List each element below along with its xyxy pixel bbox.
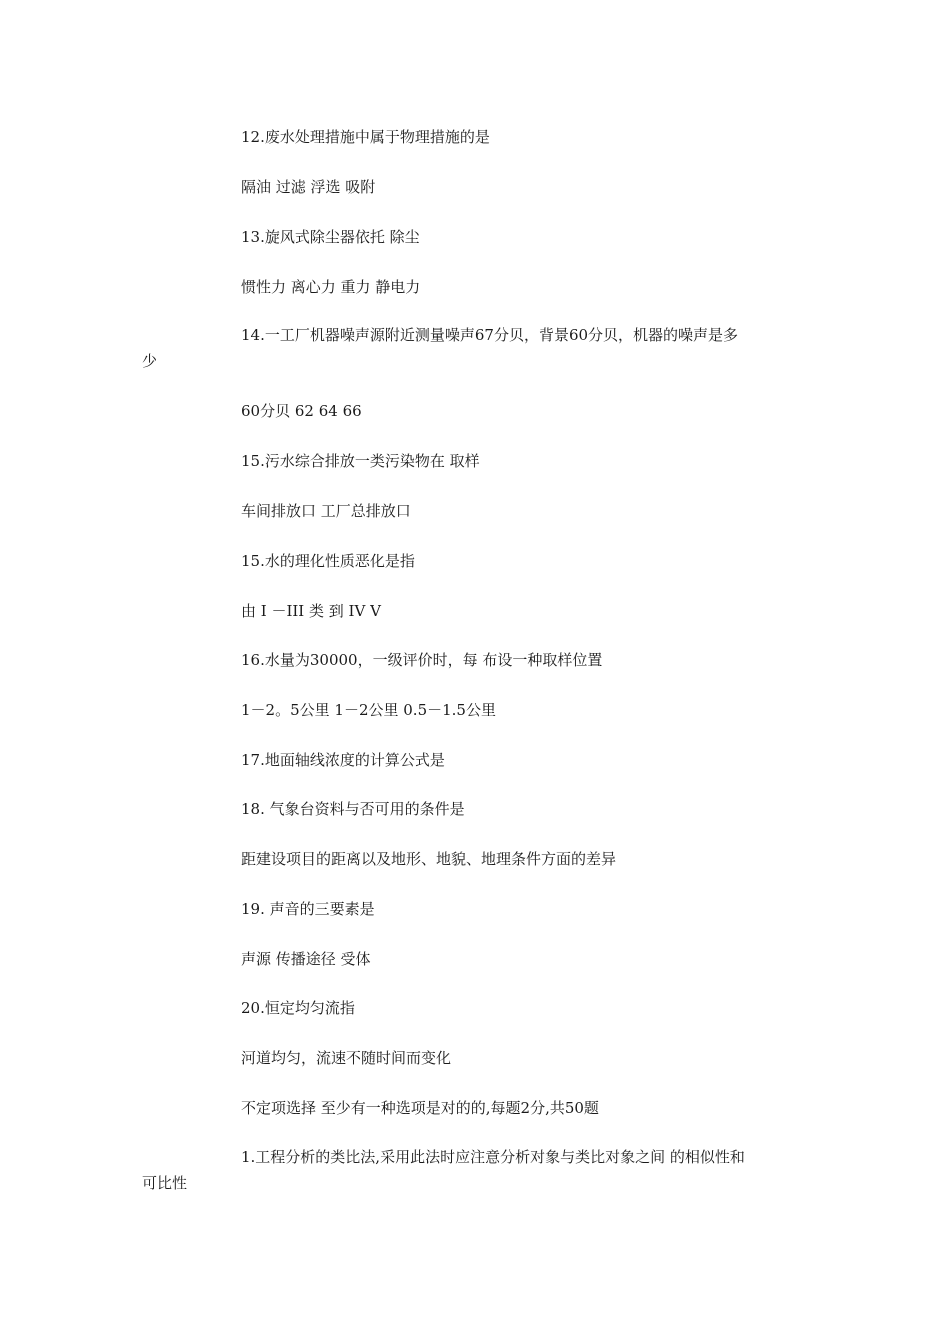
answer-16: 1－2。5公里 1－2公里 0.5－1.5公里 xyxy=(241,701,496,719)
question-14 xyxy=(142,324,822,372)
question-16: 16.水量为30000，一级评价时，每 布设一种取样位置 xyxy=(241,651,603,669)
question-15b: 15.水的理化性质恶化是指 xyxy=(241,552,415,570)
question-14-line-1: 14.一工厂机器噪声源附近测量噪声67分贝，背景60分贝，机器的噪声是多 xyxy=(241,326,739,344)
section-heading-multiple-choice: 不定项选择 至少有一种选项是对的的,每题2分,共50题 xyxy=(241,1099,599,1117)
question-15a: 15.污水综合排放一类污染物在 取样 xyxy=(241,452,480,470)
multi-question-1 xyxy=(142,1146,822,1194)
answer-19: 声源 传播途径 受体 xyxy=(241,950,371,968)
question-14-line-2: 少 xyxy=(142,352,158,370)
answer-18: 距建设项目的距离以及地形、地貌、地理条件方面的差异 xyxy=(241,850,617,868)
question-19: 19. 声音的三要素是 xyxy=(241,900,375,918)
answer-15b: 由 I －III 类 到 IV V xyxy=(241,602,381,620)
answer-12: 隔油 过滤 浮选 吸附 xyxy=(241,178,376,196)
multi-question-1-line-2: 可比性 xyxy=(142,1174,188,1192)
multi-question-1-line-1: 1.工程分析的类比法,采用此法时应注意分析对象与类比对象之间 的相似性和 xyxy=(241,1148,745,1166)
answer-20: 河道均匀，流速不随时间而变化 xyxy=(241,1049,452,1067)
question-18: 18. 气象台资料与否可用的条件是 xyxy=(241,800,465,818)
question-12: 12.废水处理措施中属于物理措施的是 xyxy=(241,128,490,146)
answer-14: 60分贝 62 64 66 xyxy=(241,402,362,420)
answer-15a: 车间排放口 工厂总排放口 xyxy=(241,502,411,520)
question-13: 13.旋风式除尘器依托 除尘 xyxy=(241,228,420,246)
question-20: 20.恒定均匀流指 xyxy=(241,999,355,1017)
question-17: 17.地面轴线浓度的计算公式是 xyxy=(241,751,445,769)
answer-13: 惯性力 离心力 重力 静电力 xyxy=(241,278,421,296)
